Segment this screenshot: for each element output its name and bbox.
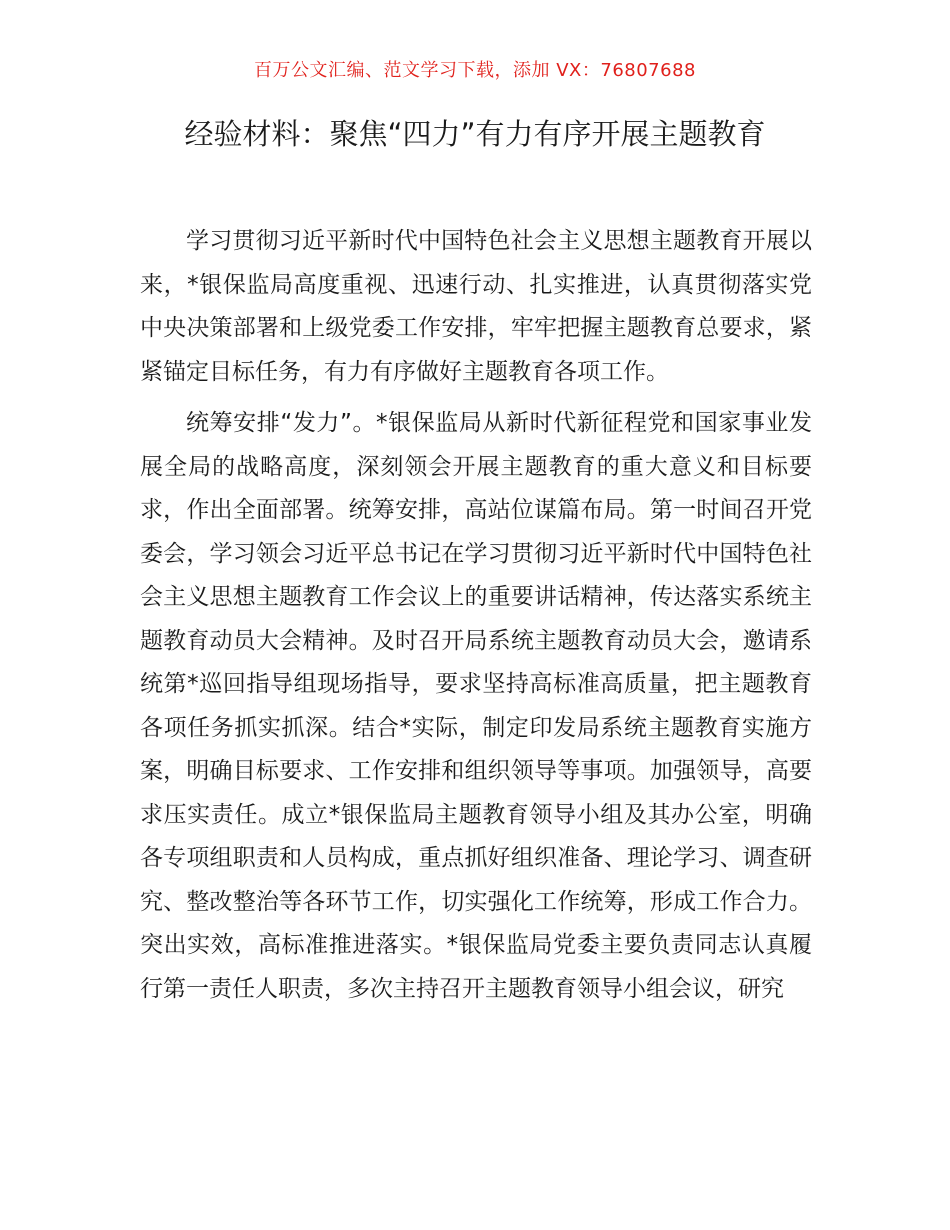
- document-body: [140, 220, 812, 1019]
- paragraph-overall-planning: 统筹安排“发力”。*银保监局从新时代新征程党和国家事业发展全局的战略高度，深刻领会开展主题教育的重大意义和目标要求，作出全面部署。统筹安排，高站位谋篇布局。第一时间召开党委会，学习领会习近平总书记在学习贯彻习近平新时代中国特色社会主义思想主题教育工作会议上的重要讲话精神，传达落实系统主题教育动员大会精神。及时召开局系统主题教育动员大会，邀请系统第*巡回指导组现场指导，要求坚持高标准高质量，把主题教育各项任务抓实抓深。结合*实际，制定印发局系统主题教育实施方案，明确目标要求、工作安排和组织领导等事项。加强领导，高要求压实责任。成立*银保监局主题教育领导小组及其办公室，明确各专项组职责和人员构成，重点抓好组织准备、理论学习、调查研究、整改整治等各环节工作，切实强化工作统筹，形成工作合力。突出实效，高标准推进落实。*银保监局党委主要负责同志认真履行第一责任人职责，多次主持召开主题教育领导小组会议，研究: [140, 410, 812, 1002]
- paragraph-intro: 学习贯彻习近平新时代中国特色社会主义思想主题教育开展以来，*银保监局高度重视、迅速行动、扎实推进，认真贯彻落实党中央决策部署和上级党委工作安排，牢牢把握主题教育总要求，紧紧锚定目标任务，有力有序做好主题教育各项工作。: [140, 228, 812, 385]
- header-banner: 百万公文汇编、范文学习下载，添加 VX：76807688: [254, 60, 696, 81]
- document-title: 经验材料：聚焦“四力”有力有序开展主题教育: [184, 117, 766, 151]
